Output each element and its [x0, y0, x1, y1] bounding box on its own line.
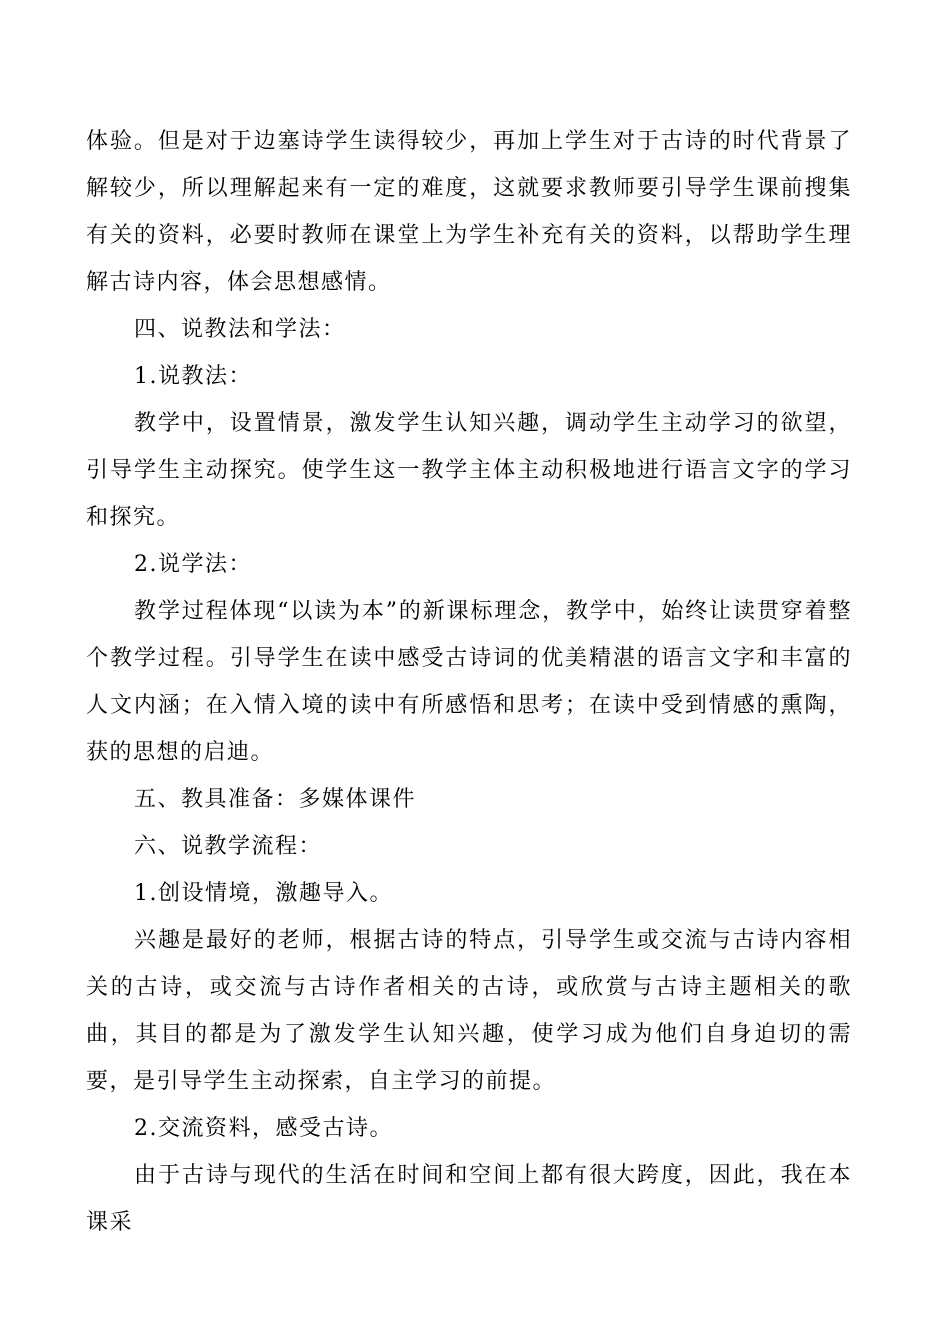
- heading-section-5: 五、教具准备：多媒体课件: [134, 787, 417, 812]
- paragraph-learning-method: 教学过程体现“以读为本”的新课标理念，教学中，始终让读贯穿着整个教学过程。引导学生在读中感受古诗词的优美精湛的语言文字和丰富的人文内涵；在入情入境的读中有所感悟和思考；在读中受到情感的熏陶，获的思想的启迪。: [86, 599, 852, 765]
- paragraph-intro-continuation: 体验。但是对于边塞诗学生读得较少，再加上学生对于古诗的时代背景了解较少，所以理解起来有一定的难度，这就要求教师要引导学生课前搜集有关的资料，必要时教师在课堂上为学生补充有关的资料，以帮助学生理解古诗内容，体会思想感情。: [86, 129, 852, 295]
- paragraph-step-2: 由于古诗与现代的生活在时间和空间上都有很大跨度，因此，我在本课采: [86, 1163, 852, 1235]
- heading-teaching-method: 1.说教法：: [134, 364, 252, 389]
- heading-step-1: 1.创设情境，激趣导入。: [134, 881, 393, 906]
- heading-section-6: 六、说教学流程：: [134, 834, 323, 859]
- heading-step-2: 2.交流资料，感受古诗。: [134, 1116, 393, 1141]
- paragraph-step-1: 兴趣是最好的老师，根据古诗的特点，引导学生或交流与古诗内容相关的古诗，或交流与古诗作者相关的古诗，或欣赏与古诗主题相关的歌曲，其目的都是为了激发学生认知兴趣，使学习成为他们自身迫切的需要，是引导学生主动探索，自主学习的前提。: [86, 928, 852, 1094]
- heading-learning-method: 2.说学法：: [134, 552, 252, 577]
- heading-section-4: 四、说教法和学法：: [134, 317, 346, 342]
- paragraph-teaching-method: 教学中，设置情景，激发学生认知兴趣，调动学生主动学习的欲望，引导学生主动探究。使学生这一教学主体主动积极地进行语言文字的学习和探究。: [86, 411, 852, 530]
- document-page: [86, 118, 852, 1246]
